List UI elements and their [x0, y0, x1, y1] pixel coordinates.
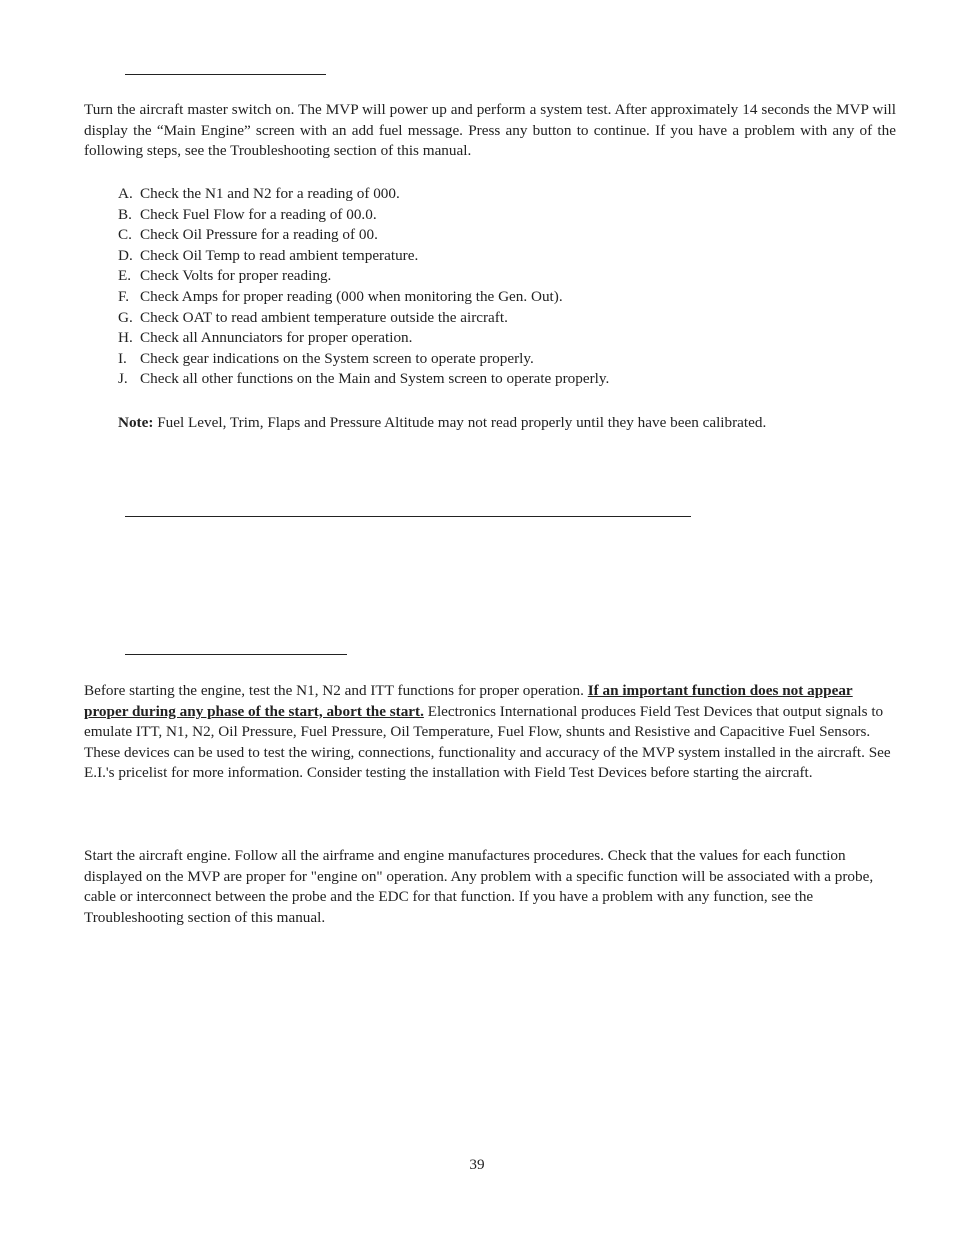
checklist	[118, 184, 609, 390]
list-item	[118, 266, 609, 287]
heading-rule-2	[125, 516, 691, 517]
list-item	[118, 205, 609, 226]
list-item-text: Check Volts for proper reading.	[140, 267, 332, 285]
list-item	[118, 287, 609, 308]
list-item-letter: A.	[118, 185, 133, 202]
start-paragraph	[84, 681, 896, 784]
list-item-text: Check all Annunciators for proper operation.	[140, 329, 413, 347]
note	[118, 413, 912, 434]
abort-warning: If an important function does not appear proper during any phase of the start, abort the start.	[84, 682, 853, 720]
engine-start-paragraph: Start the aircraft engine. Follow all the airframe and engine manufactures procedures. Check that the values for each function displayed on the MVP are proper for "engine on" operation. Any problem with a specific function will be associated with a probe, cable or interconnect between the probe and the EDC for that function. If you have a problem with any function, see the Troubleshooting section of this manual.	[84, 847, 874, 926]
start-paragraph-lead: Before starting the engine, test the N1, N2 and ITT functions for proper operation.	[84, 682, 588, 699]
start-paragraph-rest: Electronics International produces Field Test Devices that output signals to emulate ITT, N1, N2, Oil Pressure, Fuel Pressure, Oil Temperature, Fuel Flow, shunts and Resistive and Capacitive Fuel Sensors. These devices can be used to test the wiring, connections, functionality and accuracy of the MVP system installed in the aircraft. See E.I.'s pricelist for more information. Consider testing the installation with Field Test Devices before starting the aircraft.	[84, 702, 891, 782]
list-item	[118, 225, 609, 246]
list-item	[118, 349, 609, 370]
list-item-text: Check Oil Temp to read ambient temperature.	[140, 246, 419, 264]
list-item-text: Check OAT to read ambient temperature outside the aircraft.	[140, 308, 508, 326]
list-item	[118, 246, 609, 267]
list-item	[118, 308, 609, 329]
list-item-letter: E.	[118, 267, 132, 285]
heading-rule-1	[125, 74, 326, 75]
list-item-text: Check gear indications on the System screen to operate properly.	[140, 349, 534, 367]
list-item-letter: F.	[118, 287, 130, 305]
list-item-text: Check Amps for proper reading (000 when monitoring the Gen. Out).	[140, 287, 563, 305]
list-item-letter: H.	[118, 329, 133, 347]
intro-paragraph: Turn the aircraft master switch on. The MVP will power up and perform a system test. After approximately 14 seconds the MVP will display the “Main Engine” screen with an add fuel message. Press any button to continue. If you have a problem with any of the following steps, see the Troubleshooting section of this manual.	[84, 101, 896, 160]
list-item-letter: B.	[118, 205, 132, 223]
list-item	[118, 184, 609, 205]
note-label: Note:	[118, 414, 154, 431]
list-item-text: Check Fuel Flow for a reading of 00.0.	[140, 205, 377, 223]
list-item-letter: D.	[118, 246, 133, 264]
list-item-letter: C.	[118, 226, 132, 244]
page-number: 39	[469, 1156, 485, 1173]
list-item-letter: I.	[118, 349, 127, 367]
list-item-text: Check Oil Pressure for a reading of 00.	[140, 226, 378, 244]
heading-rule-3	[125, 654, 347, 655]
list-item	[118, 369, 609, 390]
list-item-letter: J.	[118, 370, 128, 388]
list-item	[118, 328, 609, 349]
list-item-text: Check all other functions on the Main and System screen to operate properly.	[140, 370, 610, 388]
note-text: Fuel Level, Trim, Flaps and Pressure Altitude may not read properly until they have been calibrated.	[157, 414, 767, 431]
list-item-text: Check the N1 and N2 for a reading of 000.	[140, 185, 400, 202]
list-item-letter: G.	[118, 308, 133, 326]
